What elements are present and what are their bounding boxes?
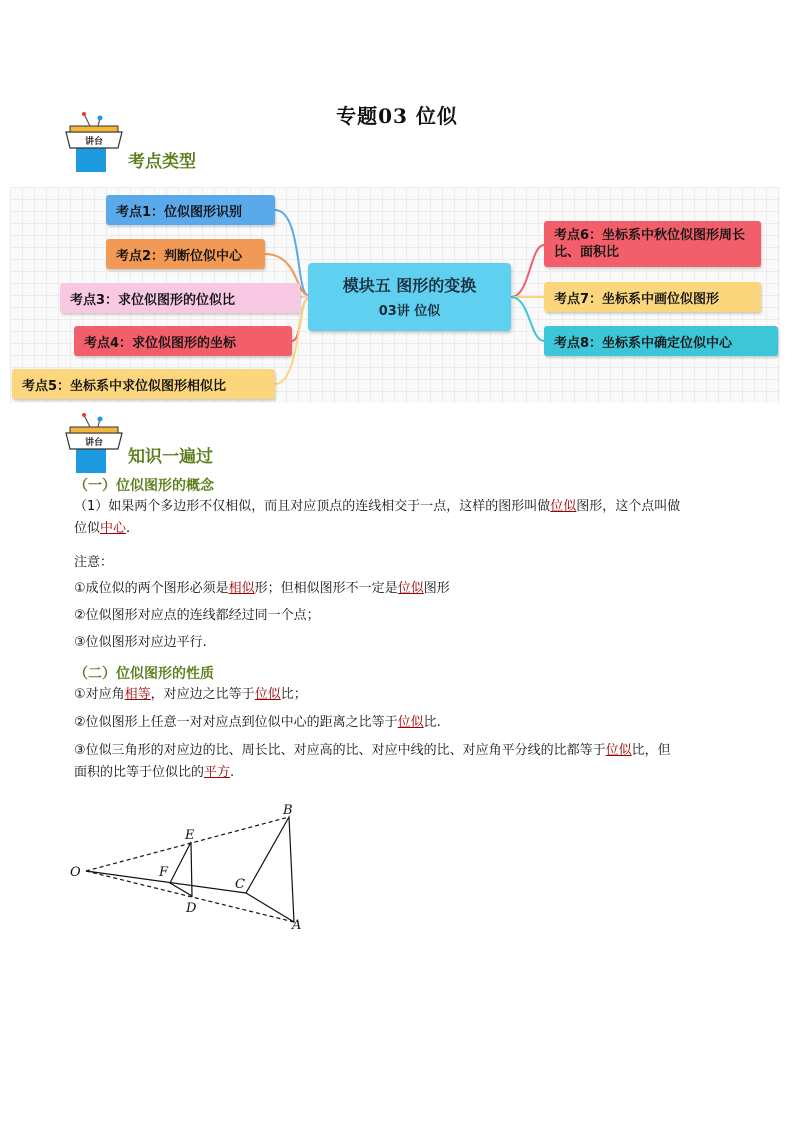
mindmap-node-kaodian5: 考点5：坐标系中求位似图形相似比: [12, 369, 275, 399]
lectern-label: 讲台: [84, 137, 104, 147]
ray-OB: [86, 817, 289, 871]
note-2: ②位似图形对应点的连线都经过同一个点；: [74, 608, 320, 623]
mindmap-center-subtitle: 03讲 位似: [378, 304, 441, 319]
mindmap-node-kaodian1: 考点1：位似图形识别: [106, 195, 275, 225]
lectern-icon: [62, 413, 126, 469]
property-2: ②位似图形上任意一对对应点到位似中心的距离之比等于位似比.: [74, 715, 441, 730]
property-1: ①对应角相等，对应边之比等于位似比；: [74, 687, 307, 702]
label-O: O: [70, 865, 81, 880]
triangle-large: [246, 817, 294, 922]
mindmap-center: [308, 263, 511, 331]
part2-heading: （二）位似图形的性质: [74, 666, 214, 682]
lectern-icon: [62, 112, 126, 168]
label-D: D: [186, 901, 197, 916]
mindmap-node-kaodian7: 考点7：坐标系中画位似图形: [544, 282, 761, 312]
mindmap-node-kaodian6: 考点6：坐标系中秋位似图形周长比、面积比: [544, 221, 761, 267]
part1-paragraph: （1）如果两个多边形不仅相似，而且对应顶点的连线相交于一点，这样的图形叫做位似图形，这个点叫做 位似中心.: [74, 499, 681, 536]
label-F: F: [159, 865, 169, 880]
note-1: ①成位似的两个图形必须是相似形；但相似图形不一定是位似图形: [74, 581, 450, 596]
mindmap: [10, 187, 780, 403]
mindmap-node-kaodian2: 考点2：判断位似中心: [106, 239, 265, 269]
mindmap-center-title: 模块五 图形的变换: [342, 276, 477, 295]
property-3: ③位似三角形的对应边的比、周长比、对应高的比、对应中线的比、对应角平分线的比都等于位似比，但 面积的比等于位似比的平方.: [74, 743, 671, 780]
section-heading-kaodian: 考点类型: [128, 152, 196, 172]
label-A: A: [292, 918, 302, 933]
section-heading-zhishi: 知识一遍过: [128, 447, 213, 467]
homothety-diagram: [62, 796, 322, 940]
note-label: 注意：: [74, 555, 114, 570]
note-3: ③位似图形对应边平行.: [74, 635, 207, 650]
page-title: 专题03 位似: [336, 104, 458, 128]
label-E: E: [185, 828, 195, 843]
part1-heading: （一）位似图形的概念: [74, 478, 214, 494]
mindmap-node-kaodian3: 考点3：求位似图形的位似比: [60, 283, 300, 313]
lectern-label: 讲台: [84, 438, 104, 448]
mindmap-node-kaodian8: 考点8：坐标系中确定位似中心: [544, 326, 778, 356]
label-C: C: [235, 877, 245, 892]
mindmap-node-kaodian4: 考点4：求位似图形的坐标: [74, 326, 292, 356]
triangle-small: [170, 842, 192, 896]
label-B: B: [283, 803, 293, 818]
